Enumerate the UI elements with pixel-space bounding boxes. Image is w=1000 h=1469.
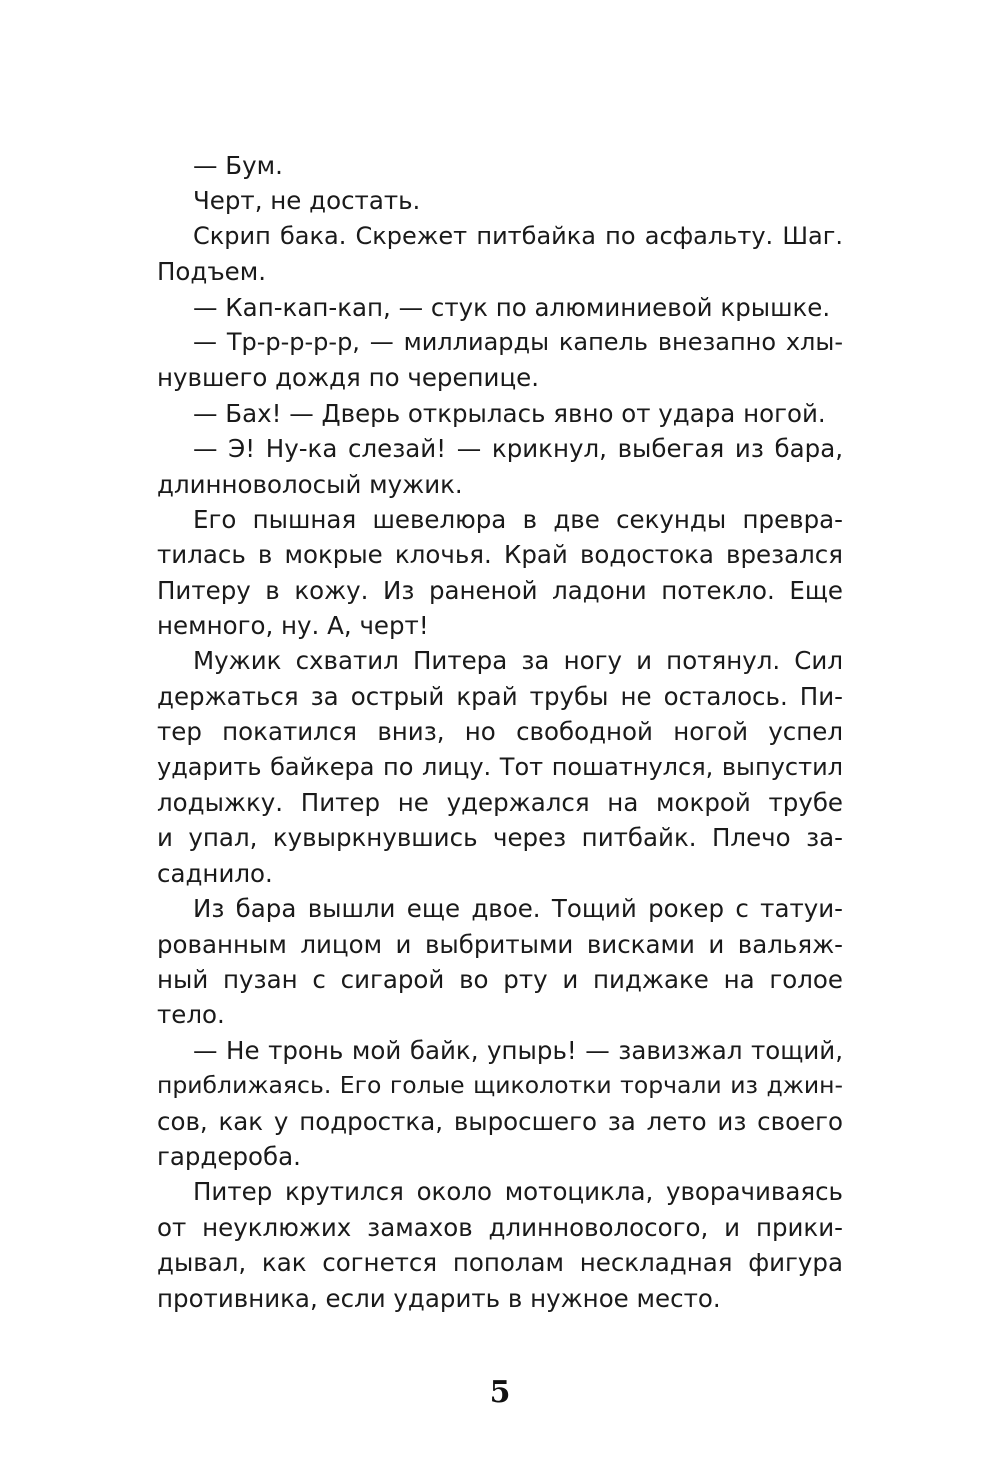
text-line: Из бара вышли еще двое. Тощий рокер с татуи- bbox=[193, 894, 843, 924]
text-line: рованным лицом и выбритыми висками и вальяж- bbox=[157, 929, 843, 959]
text-line: Подъем. bbox=[157, 257, 267, 287]
text-line: — Бах! — Дверь открылась явно от удара ногой. bbox=[193, 398, 826, 428]
text-line: Черт, не достать. bbox=[193, 186, 421, 216]
text-line: длинноволосый мужик. bbox=[157, 469, 463, 499]
text-line: саднило. bbox=[157, 858, 273, 888]
text-line: — Тр-р-р-р-р, — миллиарды капель внезапно хлы- bbox=[193, 327, 843, 356]
page-number: 5 bbox=[489, 1375, 511, 1410]
body-text bbox=[157, 148, 843, 1316]
text-line: держаться за острый край трубы не осталось. Пи- bbox=[157, 681, 843, 711]
text-line: — Кап-кап-кап, — стук по алюминиевой крышке. bbox=[193, 292, 831, 322]
text-line: ный пузан с сигарой во рту и пиджаке на голое bbox=[157, 964, 843, 994]
text-line: тело. bbox=[157, 1000, 225, 1030]
text-line: Скрип бака. Скрежет питбайка по асфальту. Шаг. bbox=[193, 221, 843, 250]
text-line: приближаясь. Его голые щиколотки торчали из джин- bbox=[157, 1071, 843, 1100]
text-line: гардероба. bbox=[157, 1141, 301, 1171]
text-line: немного, ну. А, черт! bbox=[157, 611, 429, 641]
text-line: нувшего дождя по черепице. bbox=[157, 363, 540, 393]
text-line: тилась в мокрые клочья. Край водостока врезался bbox=[157, 540, 843, 570]
text-line: Его пышная шевелюра в две секунды превра- bbox=[193, 504, 843, 534]
text-line: ударить байкера по лицу. Тот пошатнулся, выпустил bbox=[157, 752, 843, 781]
text-line: лодыжку. Питер не удержался на мокрой трубе bbox=[157, 788, 843, 818]
text-line: — Э! Ну-ка слезай! — крикнул, выбегая из бара, bbox=[193, 434, 843, 464]
text-line: — Бум. bbox=[193, 151, 283, 180]
text-line: противника, если ударить в нужное место. bbox=[157, 1283, 721, 1313]
text-line: и упал, кувыркнувшись через питбайк. Плечо за- bbox=[157, 823, 843, 853]
text-line: Мужик схватил Питера за ногу и потянул. Сил bbox=[193, 646, 843, 676]
text-line: — Не тронь мой байк, упырь! — завизжал тощий, bbox=[193, 1035, 843, 1065]
text-line: Питеру в кожу. Из раненой ладони потекло. Еще bbox=[157, 575, 843, 605]
text-line: сов, как у подростка, выросшего за лето из своего bbox=[157, 1106, 843, 1136]
text-line: Питер крутился около мотоцикла, уворачиваясь bbox=[193, 1177, 843, 1207]
text-line: дывал, как согнется пополам нескладная фигура bbox=[157, 1248, 843, 1278]
text-line: тер покатился вниз, но свободной ногой успел bbox=[157, 717, 843, 747]
text-line: от неуклюжих замахов длинноволосого, и прики- bbox=[157, 1212, 843, 1242]
